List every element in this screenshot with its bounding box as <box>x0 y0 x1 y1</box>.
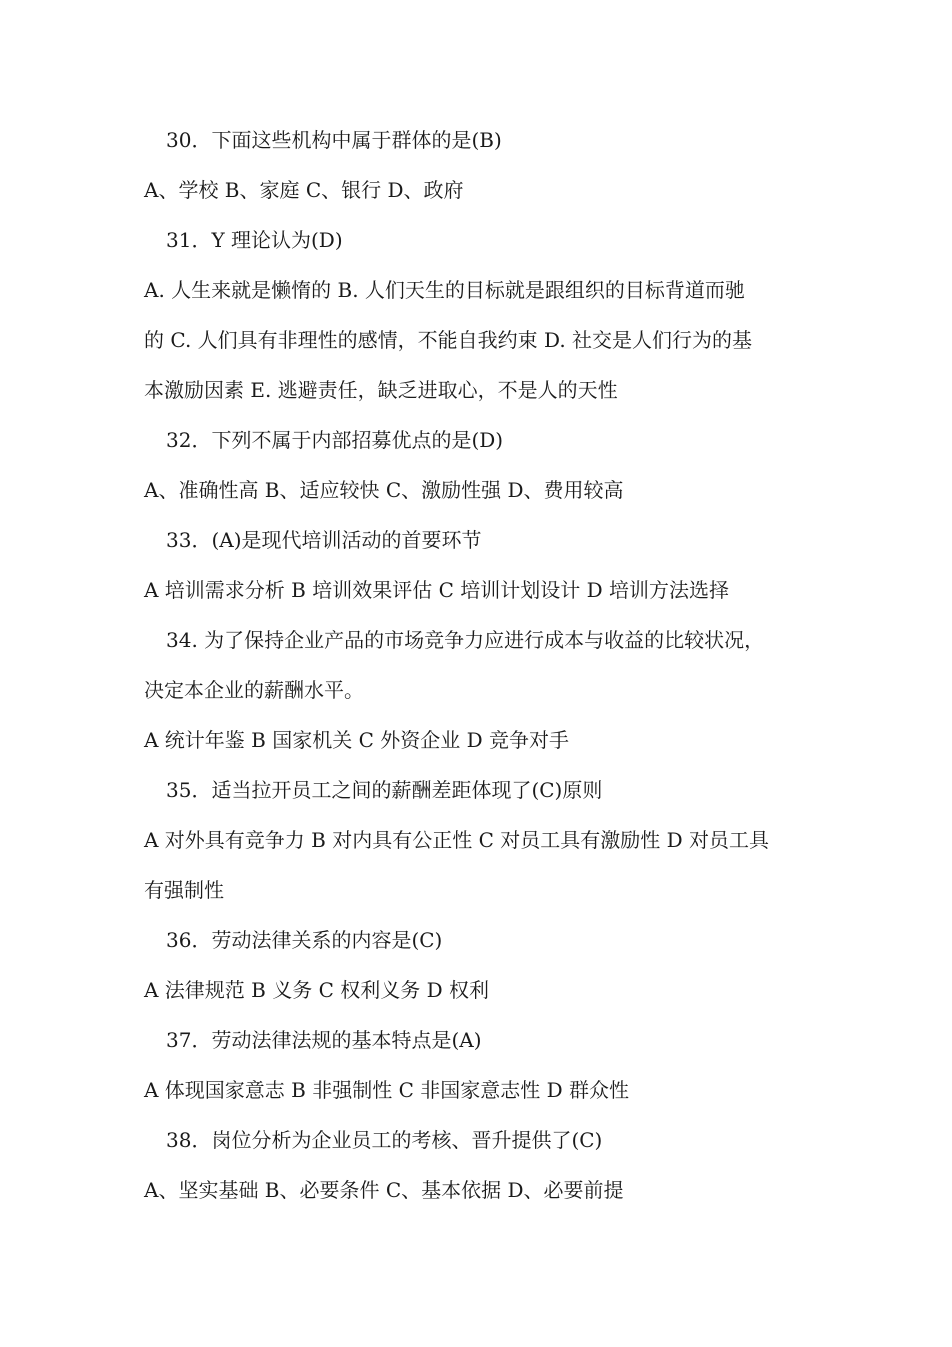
question-34-line-1: 34. 为了保持企业产品的市场竞争力应进行成本与收益的比较状况， <box>166 628 765 652</box>
answer-options-34: A 统计年鉴 B 国家机关 C 外资企业 D 竞争对手 <box>144 728 569 752</box>
question-32: 32．下列不属于内部招募优点的是(D) <box>166 428 504 452</box>
question-38: 38．岗位分析为企业员工的考核、晋升提供了(C) <box>166 1128 603 1152</box>
answer-options-35-line-2: 有强制性 <box>144 878 224 902</box>
question-36: 36．劳动法律关系的内容是(C) <box>166 928 443 952</box>
question-37: 37．劳动法律法规的基本特点是(A) <box>166 1028 482 1052</box>
question-35: 35．适当拉开员工之间的薪酬差距体现了(C)原则 <box>166 778 603 802</box>
answer-options-31-line-3: 本激励因素 E. 逃避责任，缺乏进取心，不是人的天性 <box>144 378 618 402</box>
answer-options-30: A、学校 B、家庭 C、银行 D、政府 <box>144 178 464 202</box>
answer-options-35-line-1: A 对外具有竞争力 B 对内具有公正性 C 对员工具有激励性 D 对员工具 <box>144 828 769 852</box>
question-34-line-2: 决定本企业的薪酬水平。 <box>144 678 364 702</box>
question-30: 30．下面这些机构中属于群体的是(B) <box>166 128 502 152</box>
answer-options-36: A 法律规范 B 义务 C 权利义务 D 权利 <box>144 978 489 1002</box>
answer-options-38: A、坚实基础 B、必要条件 C、基本依据 D、必要前提 <box>144 1178 624 1202</box>
answer-options-31-line-1: A. 人生来就是懒惰的 B. 人们天生的目标就是跟组织的目标背道而驰 <box>144 278 745 302</box>
document-body <box>144 115 812 1215</box>
answer-options-33: A 培训需求分析 B 培训效果评估 C 培训计划设计 D 培训方法选择 <box>144 578 729 602</box>
answer-options-31-line-2: 的 C. 人们具有非理性的感情，不能自我约束 D. 社交是人们行为的基 <box>144 328 753 352</box>
answer-options-37: A 体现国家意志 B 非强制性 C 非国家意志性 D 群众性 <box>144 1078 629 1102</box>
question-33: 33．(A)是现代培训活动的首要环节 <box>166 528 482 552</box>
question-31: 31．Y 理论认为(D) <box>166 228 343 252</box>
answer-options-32: A、准确性高 B、适应较快 C、激励性强 D、费用较高 <box>144 478 624 502</box>
